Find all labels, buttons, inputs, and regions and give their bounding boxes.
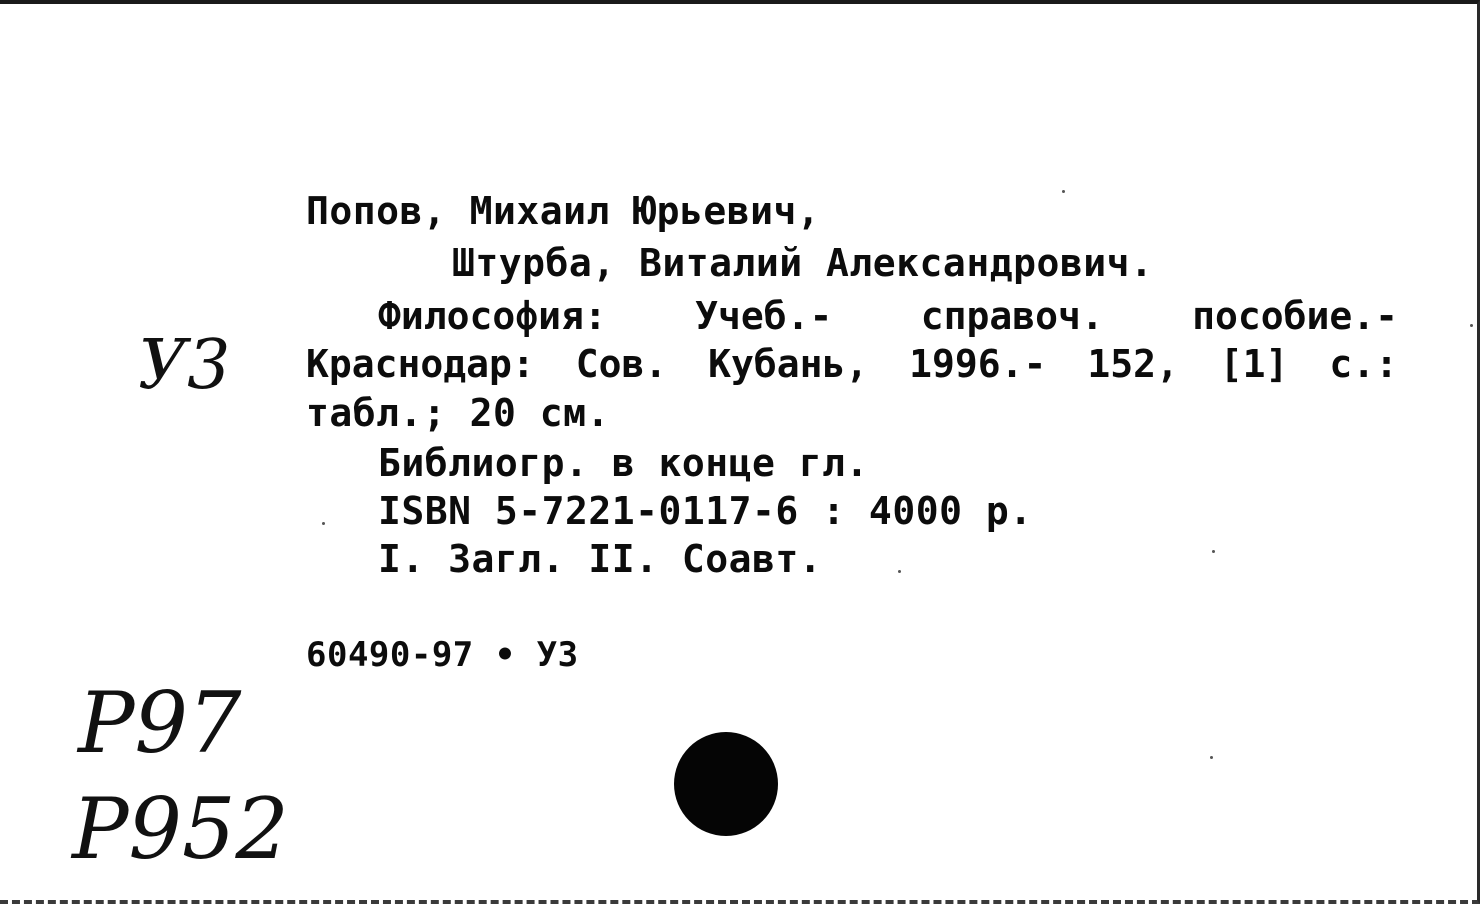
- record-number: 60490-97 • УЗ: [306, 635, 579, 675]
- physical-description: табл.; 20 см.: [306, 391, 610, 435]
- handwritten-shelf-mark-1: Р97: [78, 674, 242, 772]
- imprint-word: Сов.: [575, 342, 668, 386]
- speck: [898, 570, 901, 573]
- speck: [1212, 550, 1215, 553]
- speck: [1470, 324, 1473, 327]
- title-line: [378, 293, 1398, 339]
- speck: [1210, 756, 1213, 759]
- speck: [322, 522, 325, 525]
- isbn-line: ISBN 5-7221-0117-6 : 4000 р.: [378, 489, 1033, 533]
- imprint-line: [306, 341, 1398, 387]
- imprint-word: с.:: [1329, 342, 1398, 386]
- imprint-word: Кубань,: [708, 342, 869, 386]
- tracings-line: I. Загл. II. Соавт.: [378, 537, 823, 581]
- bibliography-note: Библиогр. в конце гл.: [378, 441, 869, 485]
- title-word: Философия:: [378, 294, 607, 338]
- title-word: Учеб.-: [695, 294, 833, 338]
- speck: [1062, 190, 1065, 193]
- author-heading: Попов, Михаил Юрьевич,: [306, 189, 821, 233]
- imprint-word: [1]: [1219, 342, 1289, 386]
- handwritten-shelf-mark-2: Р952: [72, 780, 289, 878]
- punch-hole: [674, 732, 778, 836]
- handwritten-class-mark: У3: [138, 326, 231, 405]
- imprint-word: 1996.-: [909, 342, 1047, 386]
- imprint-word: 152,: [1087, 342, 1179, 386]
- imprint-word: Краснодар:: [306, 342, 535, 386]
- coauthor-heading: Штурба, Виталий Александрович.: [452, 241, 1154, 285]
- title-word: пособие.-: [1192, 294, 1398, 338]
- title-word: справоч.: [920, 294, 1104, 338]
